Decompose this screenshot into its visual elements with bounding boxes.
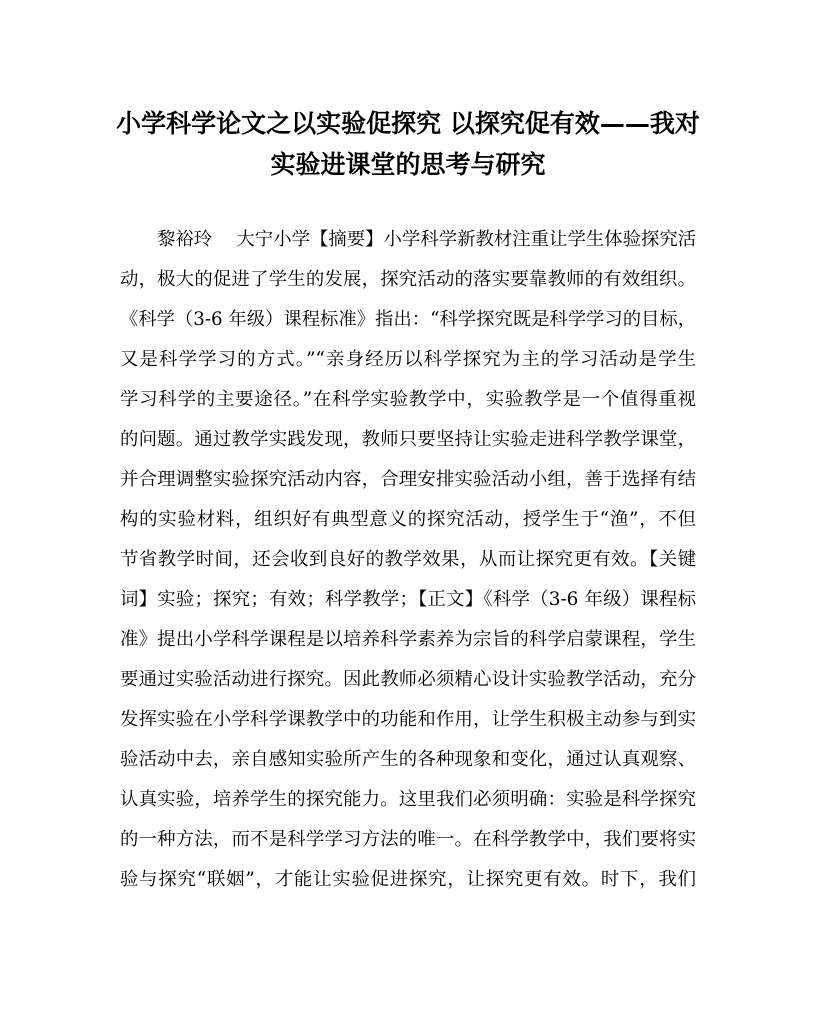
body-text-line: 的问题。通过教学实践发现，教师只要坚持让实验走进科学教学课堂， [120, 429, 696, 450]
body-text-line: 黎裕玲 大宁小学【摘要】小学科学新教材注重让学生体验探究活 [157, 229, 697, 250]
document-title-line-2: 实验进课堂的思考与研究 [270, 150, 546, 179]
body-text-line: 认真实验，培养学生的探究能力。这里我们必须明确：实验是科学探究 [120, 789, 696, 810]
body-text-line: 准》提出小学科学课程是以培养科学素养为宗旨的科学启蒙课程，学生 [120, 629, 696, 650]
body-text-line: 验与探究“联姻”，才能让实验促进探究，让探究更有效。时下，我们 [120, 869, 696, 890]
document-title-line-1: 小学科学论文之以实验促探究 以探究促有效——我对 [116, 109, 700, 138]
body-text-line: 学习科学的主要途径。”在科学实验教学中，实验教学是一个值得重视 [120, 389, 696, 410]
body-text-line: 又是科学学习的方式。”“亲身经历以科学探究为主的学习活动是学生 [120, 349, 696, 370]
body-text-line: 动，极大的促进了学生的发展，探究活动的落实要靠教师的有效组织。 [120, 269, 696, 290]
body-text-line: 的一种方法，而不是科学学习方法的唯一。在科学教学中，我们要将实 [120, 829, 696, 850]
body-text-line: 节省教学时间，还会收到良好的教学效果，从而让探究更有效。【关键 [120, 549, 696, 570]
body-text-line: 验活动中去，亲自感知实验所产生的各种现象和变化，通过认真观察、 [120, 749, 696, 770]
body-text-line: 发挥实验在小学科学课教学中的功能和作用，让学生积极主动参与到实 [120, 709, 696, 730]
body-text-line: 《科学（3-6 年级）课程标准》指出：“科学探究既是科学学习的目标， [120, 309, 696, 330]
body-text-line: 构的实验材料，组织好有典型意义的探究活动，授学生于“渔”，不但 [120, 509, 696, 530]
body-text-line: 并合理调整实验探究活动内容，合理安排实验活动小组，善于选择有结 [120, 469, 696, 490]
body-text-line: 词】实验；探究；有效；科学教学；【正文】《科学（3-6 年级）课程标 [120, 589, 696, 610]
body-text-line: 要通过实验活动进行探究。因此教师必须精心设计实验教学活动，充分 [120, 669, 696, 690]
